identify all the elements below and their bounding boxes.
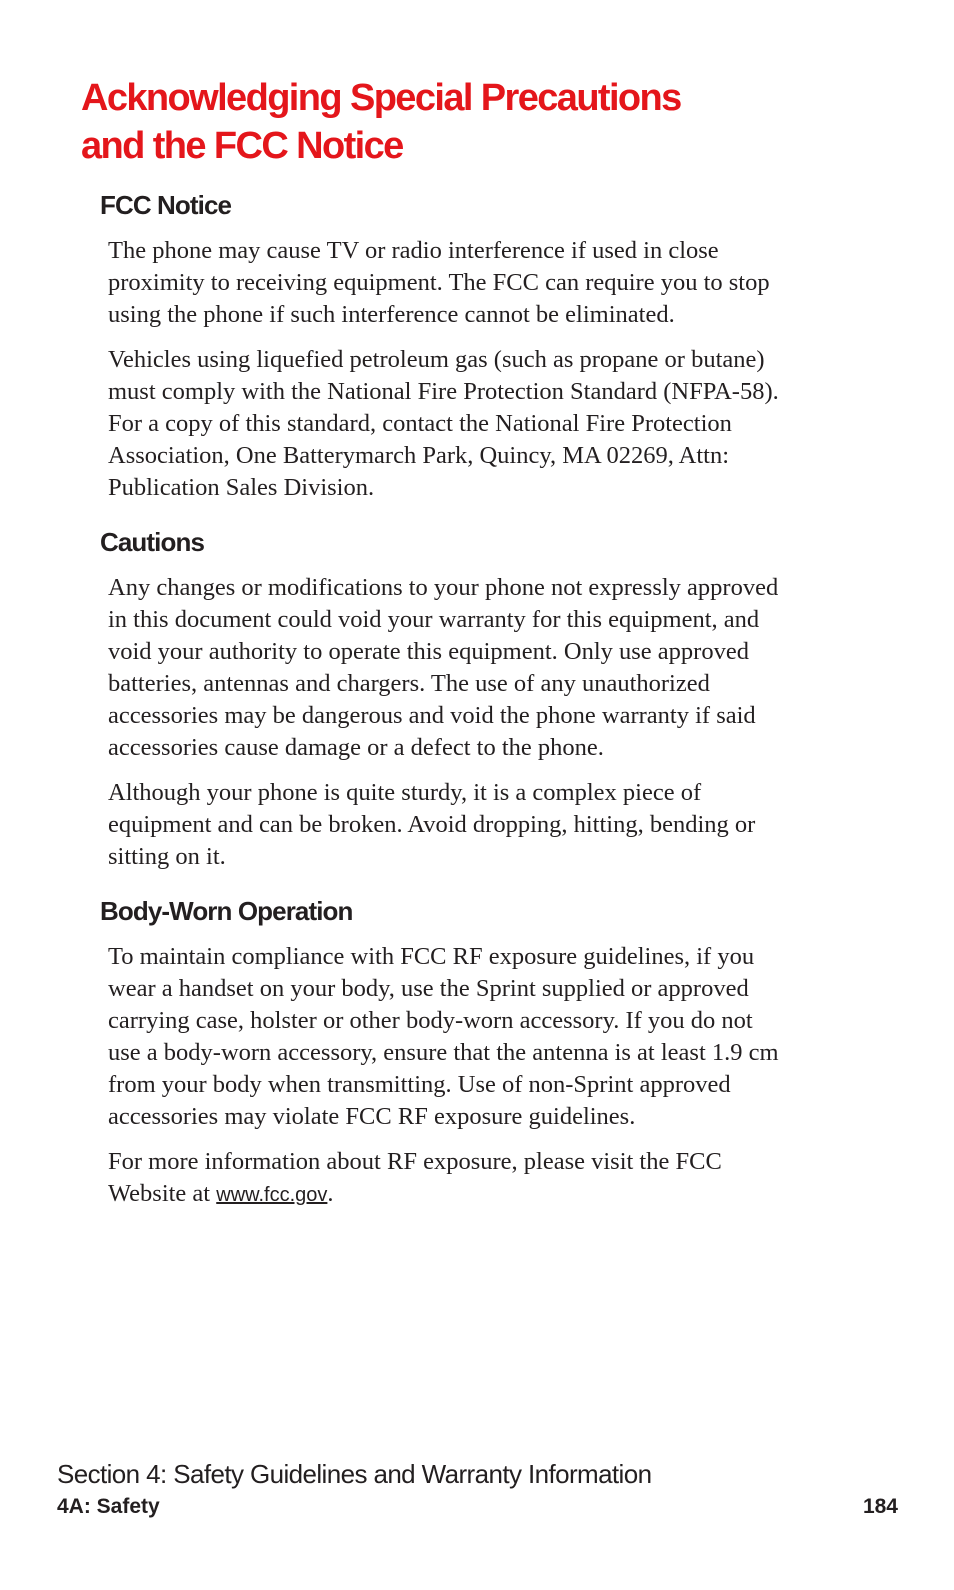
body-worn-heading: Body-Worn Operation: [100, 896, 353, 926]
body-worn-paragraph-1: To maintain compliance with FCC RF exposure guidelines, if you wear a handset on your body, use the Sprint supplied or approved carrying case, holster or other body-worn accessory. If you do not use a body-worn accessory, ensure that the antenna is at least 1.9 cm from your body when transmitting. Use of non-Sprint approved accessories may violate FCC RF exposure guidelines.: [108, 943, 779, 1130]
page-number: 184: [862, 1495, 898, 1518]
more-info-end: .: [327, 1180, 334, 1207]
fcc-website-link[interactable]: www.fcc.gov: [216, 1184, 328, 1206]
fcc-notice-heading: FCC Notice: [100, 190, 232, 220]
cautions-paragraph-2: Although your phone is quite sturdy, it is a complex piece of equipment and can be broken. Avoid dropping, hitting, bending or sitting on it.: [108, 779, 756, 870]
cautions-heading: Cautions: [100, 527, 205, 557]
cautions-paragraph-1: Any changes or modifications to your phone not expressly approved in this document could void your warranty for this equipment, and void your authority to operate this equipment. Only use approved batteries, antennas and chargers. The use of any unauthorized accessories may be dangerous and void the phone warranty if said accessories cause damage or a defect to the phone.: [108, 574, 779, 761]
footer-section-title: Section 4: Safety Guidelines and Warranty Information: [57, 1459, 652, 1489]
footer-chapter: 4A: Safety: [57, 1495, 160, 1518]
fcc-notice-paragraph-2: Vehicles using liquefied petroleum gas (such as propane or butane) must comply with the National Fire Protection Standard (NFPA-58). For a copy of this standard, contact the National Fire Protection Association, One Batterymarch Park, Quincy, MA 02269, Attn: Publication Sales Division.: [108, 346, 779, 501]
fcc-notice-paragraph-1: The phone may cause TV or radio interference if used in close proximity to receiving equipment. The FCC can require you to stop using the phone if such interference cannot be eliminated.: [108, 237, 770, 328]
page-title: Acknowledging Special Precautions and the FCC Notice: [81, 77, 681, 167]
more-info-text: For more information about RF exposure, please visit the FCC Website at: [108, 1148, 722, 1207]
more-info-paragraph: [108, 1146, 868, 1211]
